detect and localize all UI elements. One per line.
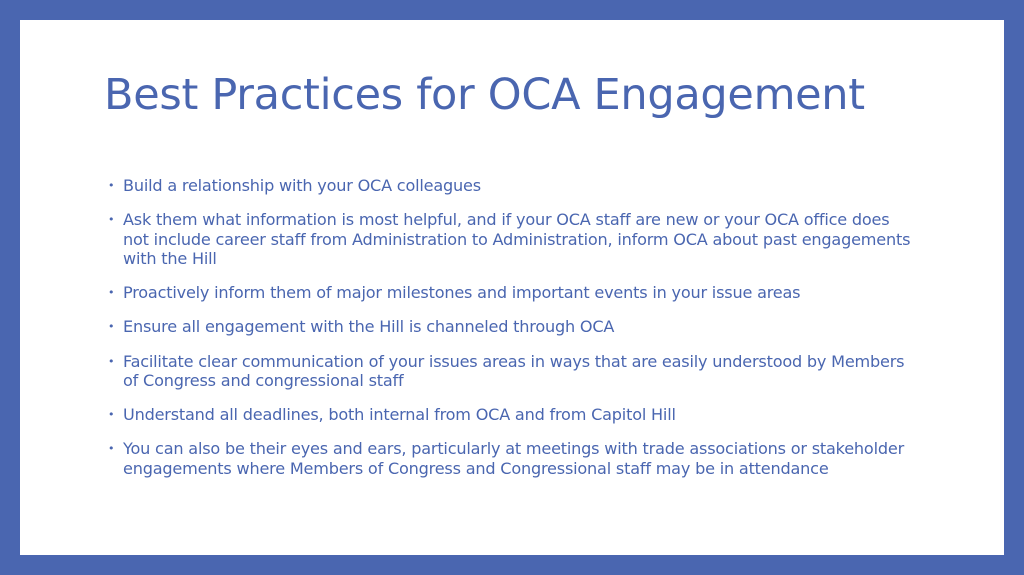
bullet-list bbox=[106, 176, 916, 493]
bullet-text: You can also be their eyes and ears, particularly at meetings with trade associations or stakeholder engagements where Members of Congress and Congressional staff may be in attendance bbox=[123, 439, 904, 478]
bullet-icon: • bbox=[108, 442, 115, 456]
bullet-text: Build a relationship with your OCA colleagues bbox=[123, 176, 481, 195]
slide-title: Best Practices for OCA Engagement bbox=[104, 70, 865, 120]
bullet-item bbox=[106, 352, 916, 391]
bullet-item bbox=[106, 317, 916, 337]
bullet-item bbox=[106, 439, 916, 478]
slide bbox=[20, 20, 1004, 555]
bullet-icon: • bbox=[108, 354, 115, 368]
bullet-icon: • bbox=[108, 286, 115, 300]
bullet-item bbox=[106, 210, 916, 269]
bullet-text: Ensure all engagement with the Hill is channeled through OCA bbox=[123, 317, 615, 337]
bullet-text: Proactively inform them of major milestones and important events in your issue areas bbox=[123, 283, 801, 303]
bullet-text: Ask them what information is most helpful, and if your OCA staff are new or your OCA office does not include career staff from Administration to Administration, inform OCA about past engagements with the Hill bbox=[123, 210, 911, 269]
bullet-icon: • bbox=[108, 408, 115, 422]
bullet-icon: • bbox=[108, 179, 115, 192]
bullet-item bbox=[106, 405, 916, 425]
bullet-icon: • bbox=[108, 320, 115, 334]
bullet-item bbox=[106, 176, 916, 196]
bullet-icon: • bbox=[108, 213, 115, 227]
bullet-item bbox=[106, 283, 916, 303]
bullet-text: Understand all deadlines, both internal from OCA and from Capitol Hill bbox=[123, 405, 676, 425]
bullet-text: Facilitate clear communication of your issues areas in ways that are easily understood by Members of Congress and congressional staff bbox=[123, 351, 905, 391]
